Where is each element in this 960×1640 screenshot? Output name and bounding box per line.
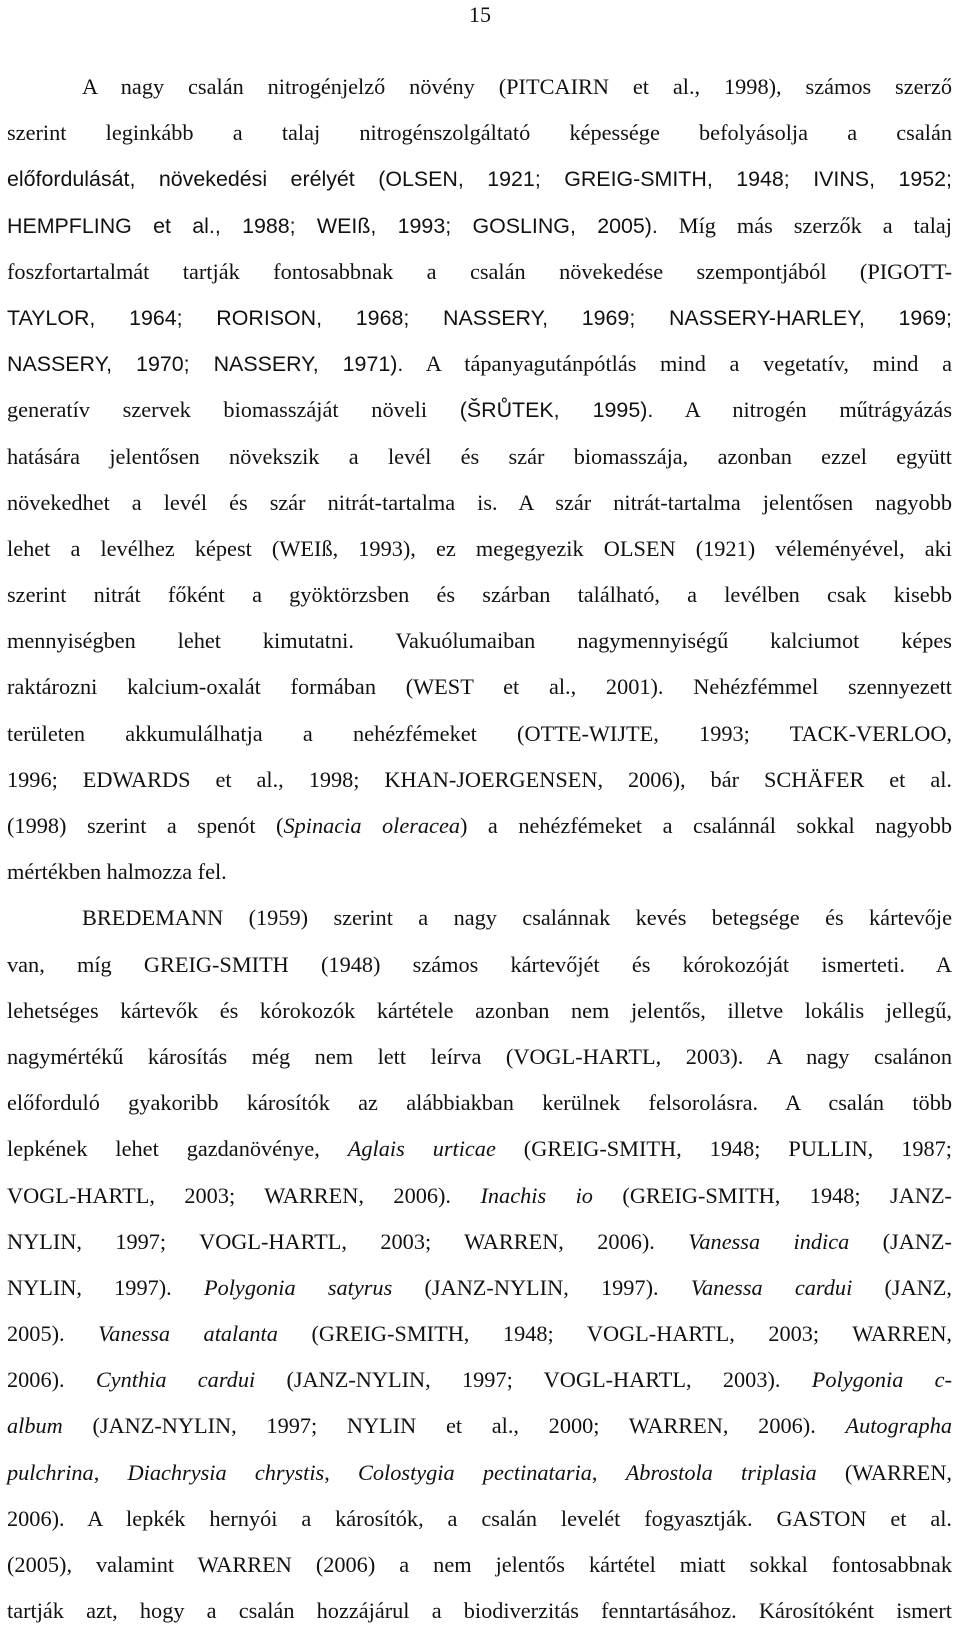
text-line — [7, 387, 952, 433]
species-name: Vanessa atalanta — [98, 1321, 278, 1347]
text-line — [7, 295, 952, 341]
species-name: Spinacia oleracea — [283, 813, 460, 838]
text-run: területen akkumulálhatja a nehézfémeket (OTTE-WIJTE, 1993; TACK-VERLOO, — [7, 720, 952, 746]
species-name: Polygonia c- — [811, 1367, 953, 1393]
text-run: , — [93, 1459, 128, 1485]
text-run: mennyiségben lehet kimutatni. Vakuólumaiban nagymennyiségű kalciumot képes — [7, 628, 952, 654]
text-run: szerint leginkább a talaj nitrogénszolgáltató képessége befolyásolja a csalán — [7, 120, 952, 146]
text-run: BREDEMANN (1959) szerint a nagy csalánnak kevés betegsége és kártevője — [82, 905, 952, 931]
text-run: A nitrogén műtrágyázás — [653, 397, 953, 423]
citation-text: TAYLOR, 1964; RORISON, 1968; NASSERY, 1969; NASSERY-HARLEY, 1969; — [7, 305, 952, 330]
text-line — [7, 895, 952, 941]
text-run: (JANZ- — [849, 1228, 952, 1254]
text-line — [7, 480, 952, 526]
text-run: 2006). — [7, 1367, 96, 1393]
text-line — [7, 757, 952, 803]
text-line — [7, 1496, 952, 1542]
species-name: Vanessa cardui — [690, 1274, 853, 1300]
text-line — [7, 988, 952, 1034]
species-name: Autographa — [845, 1413, 952, 1439]
citation-text: előfordulását, növekedési erélyét (OLSEN, 1921; GREIG-SMITH, 1948; IVINS, 1952; — [7, 167, 952, 192]
species-name: Aglais urticae — [347, 1136, 496, 1162]
citation-text: NASSERY, 1970; NASSERY, 1971). — [7, 352, 404, 377]
text-line — [7, 1265, 952, 1311]
text-run: lehet a levélhez képest (WEIß, 1993), ez megegyezik OLSEN (1921) véleményével, aki — [7, 535, 952, 561]
page-number: 15 — [469, 2, 491, 27]
text-run: lehetséges kártevők és kórokozók kártétele azonban nem jelentős, illetve lokális jellegű, — [7, 997, 952, 1023]
text-run: ) a nehézfémeket a csalánnál sokkal nagyobb — [460, 813, 952, 838]
text-run: nagymértékű károsítás még nem lett leírva (VOGL-HARTL, 2003). A nagy csalánon — [7, 1043, 952, 1069]
text-run: 2006). A lepkék hernyói a károsítók, a csalán levelét fogyasztják. GASTON et al. — [7, 1505, 952, 1531]
text-line — [7, 1219, 952, 1265]
species-name: Cynthia cardui — [95, 1367, 256, 1393]
text-run: NYLIN, 1997). — [7, 1274, 204, 1300]
text-run: szerint nitrát főként a gyöktörzsben és szárban található, a levélben csak kisebb — [7, 582, 952, 608]
text-run: (JANZ-NYLIN, 1997; VOGL-HARTL, 2003). — [255, 1367, 812, 1393]
text-line — [7, 1450, 952, 1496]
text-line — [7, 1126, 952, 1172]
text-line — [7, 434, 952, 480]
citation-text: HEMPFLING et al., 1988; WEIß, 1993; GOSLING, 2005). — [7, 213, 658, 238]
text-run: van, míg GREIG-SMITH (1948) számos kártevőjét és kórokozóját ismerteti. A — [7, 951, 952, 977]
text-run: (JANZ-NYLIN, 1997). — [392, 1274, 691, 1300]
species-name: album — [7, 1413, 63, 1439]
text-run: raktározni kalcium-oxalát formában (WEST et al., 2001). Nehézfémmel szennyezett — [7, 674, 952, 700]
species-name: Colostygia pectinataria — [358, 1459, 592, 1485]
species-name: Polygonia satyrus — [203, 1274, 393, 1300]
species-name: Diachrysia chrystis — [127, 1459, 325, 1485]
text-line — [7, 341, 952, 387]
text-run: (GREIG-SMITH, 1948; JANZ- — [592, 1182, 952, 1208]
text-line — [7, 1403, 952, 1449]
text-run: Míg más szerzők a talaj — [657, 212, 952, 238]
text-line — [7, 1173, 952, 1219]
text-run: (GREIG-SMITH, 1948; VOGL-HARTL, 2003; WARREN, — [277, 1321, 952, 1347]
text-run: A tápanyagutánpótlás mind a vegetatív, mind a — [403, 351, 952, 377]
text-line — [7, 849, 952, 895]
text-run: mértékben halmozza fel. — [7, 859, 227, 885]
text-line — [7, 1080, 952, 1126]
text-run: (JANZ-NYLIN, 1997; NYLIN et al., 2000; WARREN, 2006). — [62, 1413, 846, 1439]
text-run: , — [591, 1459, 626, 1485]
text-run: generatív szervek biomasszáját növeli — [7, 397, 460, 423]
text-run: VOGL-HARTL, 2003; WARREN, 2006). — [7, 1182, 481, 1208]
text-run: tartják azt, hogy a csalán hozzájárul a biodiverzitás fenntartásához. Károsítóként ismert — [7, 1598, 952, 1624]
text-run: (GREIG-SMITH, 1948; PULLIN, 1987; — [495, 1136, 952, 1162]
text-run: hatására jelentősen növekszik a levél és szár biomasszája, azonban ezzel együtt — [7, 443, 952, 469]
text-line — [7, 1311, 952, 1357]
text-line — [7, 156, 952, 202]
text-run: (JANZ, — [852, 1274, 952, 1300]
text-run: foszfortartalmát tartják fontosabbnak a csalán növekedése szempontjából (PIGOTT- — [7, 258, 952, 284]
text-line — [7, 942, 952, 988]
text-run: 2005). — [7, 1321, 99, 1347]
text-line — [7, 110, 952, 156]
text-run: lepkének lehet gazdanövénye, — [7, 1136, 348, 1162]
text-run: , — [324, 1459, 359, 1485]
text-line — [7, 526, 952, 572]
species-name: Abrostola triplasia — [625, 1459, 817, 1485]
text-line — [7, 1588, 952, 1634]
text-run: előforduló gyakoribb károsítók az alábbiakban kerülnek felsorolásra. A csalán több — [7, 1090, 952, 1116]
text-line — [7, 618, 952, 664]
text-line — [7, 1357, 952, 1403]
text-run: (2005), valamint WARREN (2006) a nem jelentős kártétel miatt sokkal fontosabbnak — [7, 1552, 952, 1577]
text-run: (1998) szerint a spenót ( — [7, 813, 284, 838]
text-run: (WARREN, — [816, 1459, 952, 1485]
text-line — [7, 64, 952, 110]
text-line — [7, 203, 952, 249]
text-line — [7, 711, 952, 757]
species-name: Inachis io — [480, 1182, 593, 1208]
text-line — [7, 1034, 952, 1080]
body-text — [7, 64, 952, 1634]
species-name: pulchrina — [7, 1459, 94, 1485]
species-name: Vanessa indica — [688, 1228, 850, 1254]
text-line — [7, 249, 952, 295]
text-run: 1996; EDWARDS et al., 1998; KHAN-JOERGENSEN, 2006), bár SCHÄFER et al. — [7, 766, 952, 792]
text-run: növekedhet a levél és szár nitrát-tartalma is. A szár nitrát-tartalma jelentősen nagyobb — [7, 489, 952, 515]
citation-text: (ŠRŮTEK, 1995). — [459, 398, 654, 423]
text-run: NYLIN, 1997; VOGL-HARTL, 2003; WARREN, 2006). — [7, 1228, 689, 1254]
text-line — [7, 803, 952, 849]
text-line — [7, 572, 952, 618]
text-run: A nagy csalán nitrogénjelző növény (PITCAIRN et al., 1998), számos szerző — [82, 74, 952, 99]
text-line — [7, 1542, 952, 1588]
text-line — [7, 664, 952, 710]
